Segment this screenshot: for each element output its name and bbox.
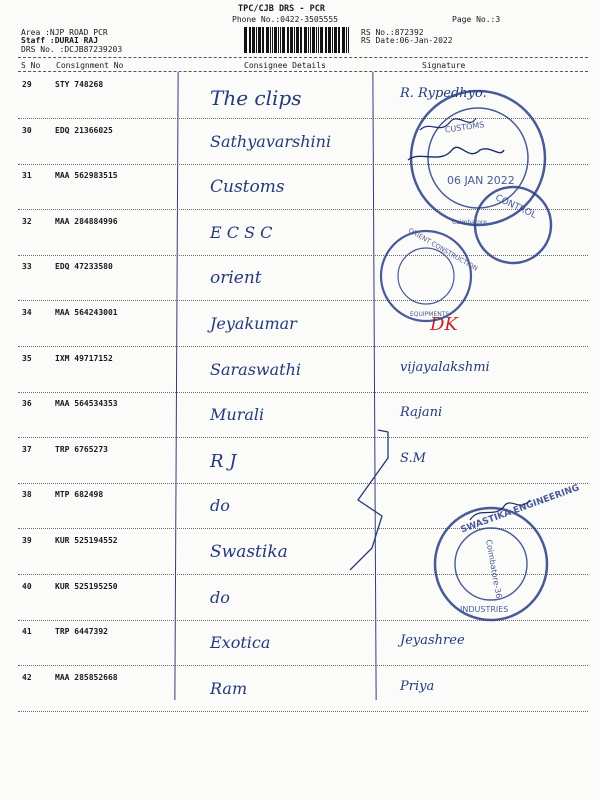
svg-text:Coimbatore-36: Coimbatore-36 [484, 538, 504, 600]
doc-title: TPC/CJB DRS - PCR [238, 4, 325, 14]
row-sno: 36 [22, 399, 32, 409]
row-consignment-no: MAA 564534353 [55, 399, 118, 409]
page-number: Page No.:3 [452, 15, 501, 24]
svg-text:EQUIPMENTS: EQUIPMENTS [410, 311, 450, 318]
row-consignment-no: MAA 562983515 [55, 171, 118, 181]
row-sno: 41 [22, 627, 32, 637]
row-consignee-handwritten: Exotica [210, 633, 271, 653]
row-sno: 32 [22, 216, 32, 226]
orient-stamp [381, 226, 479, 321]
svg-text:INDUSTRIES: INDUSTRIES [460, 605, 509, 614]
row-sno: 33 [22, 262, 32, 272]
row-signature: Priya [400, 678, 435, 694]
rs-date: RS Date:06-Jan-2022 [361, 36, 453, 45]
row-sno: 35 [22, 353, 32, 363]
svg-text:CUSTOMS: CUSTOMS [444, 120, 485, 135]
row-sno: 30 [22, 125, 32, 135]
row-sno: 31 [22, 171, 32, 181]
row-consignment-no: TRP 6765273 [55, 444, 108, 454]
row-signature: S.M [400, 450, 426, 466]
row-signature: Rajani [400, 405, 443, 421]
row-consignee-handwritten: orient [210, 268, 262, 289]
row-consignee-handwritten: Saraswathi [210, 359, 301, 379]
row-consignee-handwritten: do [210, 496, 230, 516]
row-sno: 34 [22, 308, 32, 317]
row-sno: 37 [22, 444, 32, 454]
row-signature: R. Rypedhyo. [400, 86, 487, 101]
row-consignment-no: MTP 682498 [55, 490, 104, 500]
control-stamp [452, 187, 551, 263]
row-consignee-handwritten: Murali [210, 405, 265, 425]
row-consignment-no: KUR 525195250 [55, 581, 118, 591]
row-consignee-handwritten: Ram [210, 678, 248, 698]
row-consignee-handwritten: The clips [210, 86, 302, 110]
row-consignee-handwritten: do [210, 587, 230, 607]
row-sno: 29 [22, 80, 32, 89]
row-sno: 39 [22, 536, 32, 545]
svg-text:ORIENT CONSTRUCTION: ORIENT CONSTRUCTION [406, 226, 480, 273]
col-sno: S No [21, 61, 41, 70]
phone-number: Phone No.:0422-3505555 [232, 15, 338, 24]
col-consignment: Consignment No [56, 61, 124, 70]
staff-label: Staff :DURAI RAJ [21, 36, 99, 45]
row-consignment-no: MAA 285852668 [55, 672, 118, 682]
row-consignment-no: STY 748268 [55, 80, 104, 89]
row-consignment-no: TRP 6447392 [55, 627, 108, 637]
area-label: Area :NJP ROAD PCR [21, 28, 108, 37]
svg-text:SWASTIKA ENGINEERING: SWASTIKA ENGINEERING [459, 483, 581, 536]
row-consignee-handwritten: Customs [210, 177, 285, 198]
row-consignee-handwritten: R J [210, 450, 237, 472]
row-signature: Jeyashree [400, 633, 465, 649]
row-consignment-no: IXM 49717152 [55, 353, 113, 363]
row-signature: vijayalakshmi [400, 359, 490, 375]
svg-text:06 JAN 2022: 06 JAN 2022 [447, 174, 515, 187]
row-consignment-no: EDQ 21366025 [55, 125, 113, 135]
row-consignment-no: MAA 284884996 [55, 216, 118, 226]
row-consignee-handwritten: Swastika [210, 542, 288, 562]
col-signature: Signature [422, 61, 466, 70]
col-consignee: Consignee Details [244, 61, 326, 70]
row-sno: 42 [22, 672, 32, 682]
svg-text:CONTROL: CONTROL [493, 193, 538, 221]
rs-number: RS No.:872392 [361, 28, 424, 37]
signature-scribble-icon [408, 147, 504, 160]
svg-text:Coimbatore: Coimbatore [452, 219, 487, 226]
row-consignee-handwritten: E C S C [210, 222, 273, 242]
row-consignment-no: EDQ 47233580 [55, 262, 113, 272]
drs-number: DRS No. :DCJB87239203 [21, 45, 123, 54]
row-consignment-no: KUR 525194552 [55, 536, 118, 545]
row-consignment-no: MAA 564243001 [55, 308, 118, 317]
row-consignee-handwritten: Sathyavarshini [210, 131, 332, 151]
grouping-brace-icon [350, 430, 388, 570]
row-consignee-handwritten: Jeyakumar [210, 314, 297, 333]
row-signature: DK [430, 314, 458, 335]
row-sno: 38 [22, 490, 32, 500]
row-sno: 40 [22, 581, 32, 591]
